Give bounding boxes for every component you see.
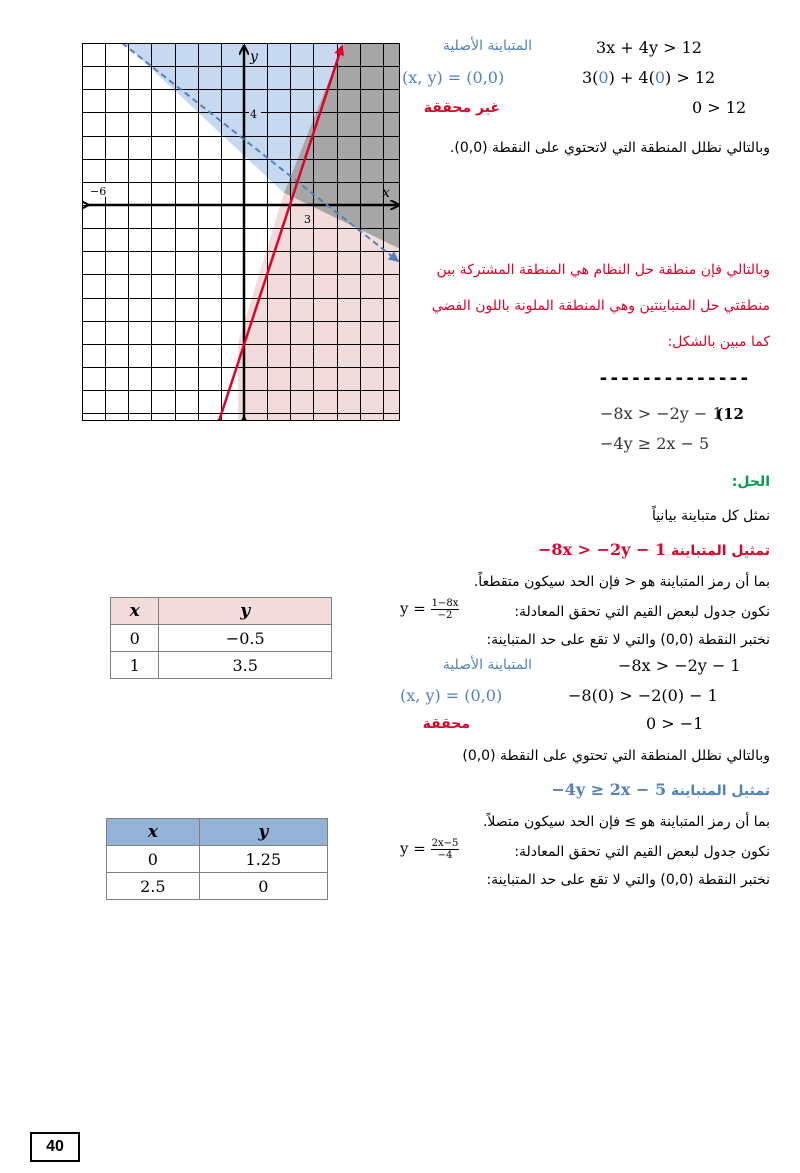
- values-table-1: [110, 597, 332, 679]
- verdict-satisfied: محققة: [422, 716, 470, 732]
- part2-line1: بما أن رمز المتباينة هو ≥ فإن الحد سيكون متصلاً.: [482, 814, 770, 830]
- verdict-not-satisfied: غير محققة: [423, 100, 500, 116]
- part1-line3: نختبر النقطة (0,0) والتي لا تقع على حد المتباينة:: [486, 632, 770, 648]
- table-header-y: y: [199, 819, 327, 846]
- part1-original-ineq: −8x > −2y − 1: [618, 656, 741, 675]
- table-cell: −0.5: [159, 625, 332, 652]
- table-row: [107, 873, 328, 900]
- solution-label: الحل:: [731, 474, 770, 490]
- part2-heading: تمثيل المتباينة −4y ≥ 2x − 5: [551, 780, 770, 799]
- summary-line-1: وبالتالي فإن منطقة حل النظام هي المنطقة المشتركة بين: [436, 262, 770, 278]
- table-row: [111, 625, 332, 652]
- table-cell: 1.25: [199, 846, 327, 873]
- test-point-1: (x, y) = (0,0): [402, 68, 505, 87]
- problem-inequality-2: −4y ≥ 2x − 5: [600, 434, 710, 453]
- table-header-row: [111, 598, 332, 625]
- table-header-x: x: [107, 819, 200, 846]
- table-header-y: y: [159, 598, 332, 625]
- part1-line1: بما أن رمز المتباينة هو < فإن الحد سيكون متقطعاً.: [473, 574, 770, 590]
- part1-conclusion: وبالتالي نظلل المنطقة التي تحتوي على النقطة (0,0): [462, 748, 770, 764]
- part2-line3: نختبر النقطة (0,0) والتي لا تقع على حد المتباينة:: [486, 872, 770, 888]
- inequality-graph: [82, 43, 400, 421]
- summary-line-3: كما مبين بالشكل:: [667, 334, 770, 350]
- divider: --------------: [598, 368, 750, 389]
- part2-equation: y = $\frac{2x-5}{-4}$: [400, 838, 459, 861]
- part1-heading: تمثيل المتباينة −8x > −2y − 1: [537, 540, 770, 559]
- problem-number: (12: [716, 405, 744, 423]
- table-cell: 3.5: [159, 652, 332, 679]
- part2-line2: نكون جدول لبعض القيم التي تحقق المعادلة:: [514, 844, 770, 860]
- table-cell: 0: [107, 846, 200, 873]
- table-cell: 2.5: [107, 873, 200, 900]
- table-cell: 1: [111, 652, 159, 679]
- part1-test-point: (x, y) = (0,0): [400, 686, 503, 705]
- problem-inequality-1: −8x > −2y − 1: [600, 404, 723, 423]
- part1-result: 0 > −1: [646, 714, 704, 733]
- original-label-1: المتباينة الأصلية: [442, 38, 532, 54]
- substitution-1: 3(0) + 4(0) > 12: [582, 68, 716, 87]
- table-header-x: x: [111, 598, 159, 625]
- table-row: [107, 846, 328, 873]
- summary-line-2: منطقتي حل المتباينتين وهي المنطقة الملونة باللون الفضي: [431, 298, 770, 314]
- original-inequality-1: 3x + 4y > 12: [596, 38, 702, 57]
- page-number: 40: [30, 1132, 80, 1162]
- result-1: 0 > 12: [692, 98, 747, 117]
- table-row: [111, 652, 332, 679]
- tick-label-3: 3: [304, 213, 311, 226]
- intro-line: نمثل كل متباينة بيانياً: [651, 508, 770, 524]
- tick-label-4: 4: [250, 108, 257, 121]
- part1-line2: نكون جدول لبعض القيم التي تحقق المعادلة:: [514, 604, 770, 620]
- conclusion-1: وبالتالي نظلل المنطقة التي لاتحتوي على النقطة (0,0).: [449, 140, 770, 156]
- part1-original-label: المتباينة الأصلية: [442, 657, 532, 673]
- tick-label-neg6: −6: [90, 185, 107, 198]
- part1-substitution: −8(0) > −2(0) − 1: [568, 686, 718, 705]
- x-axis-label: x: [382, 185, 390, 201]
- table-header-row: [107, 819, 328, 846]
- y-axis-label: y: [250, 49, 258, 65]
- table-cell: 0: [111, 625, 159, 652]
- part1-equation: y = $\frac{1-8x}{-2}$: [400, 598, 459, 621]
- table-cell: 0: [199, 873, 327, 900]
- values-table-2: [106, 818, 328, 900]
